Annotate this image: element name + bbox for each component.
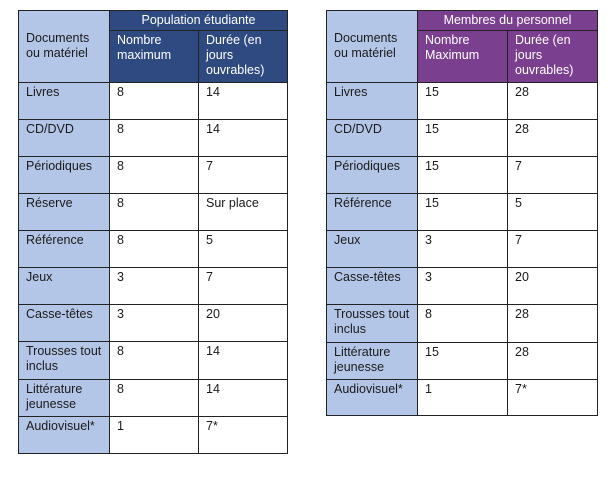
column-header-duration: Durée (en jours ouvrables) (508, 31, 598, 83)
row-max: 8 (418, 305, 508, 343)
row-max: 8 (110, 380, 199, 417)
row-max: 8 (110, 120, 199, 157)
column-header-item: Documents ou matériel (327, 11, 418, 83)
table-row (327, 380, 598, 416)
row-item: Littérature jeunesse (327, 343, 418, 380)
row-max: 8 (110, 342, 199, 380)
row-duration: 7 (199, 157, 288, 194)
row-duration: 20 (508, 268, 598, 305)
row-duration: 28 (508, 343, 598, 380)
row-max: 8 (110, 231, 199, 268)
column-header-max: Nombre Maximum (418, 31, 508, 83)
row-duration: 7* (508, 380, 598, 416)
row-item: Jeux (19, 268, 110, 305)
table-row (327, 120, 598, 157)
row-item: Littérature jeunesse (19, 380, 110, 417)
row-duration: 14 (199, 380, 288, 417)
row-max: 3 (418, 268, 508, 305)
row-item: CD/DVD (327, 120, 418, 157)
group-header-student: Population étudiante (110, 11, 288, 31)
row-item: Audiovisuel* (19, 417, 110, 454)
row-duration: 14 (199, 342, 288, 380)
student-loan-table (18, 10, 288, 454)
table-row (19, 194, 288, 231)
row-duration: 5 (199, 231, 288, 268)
row-max: 3 (110, 268, 199, 305)
row-max: 8 (110, 157, 199, 194)
table-row (19, 342, 288, 380)
row-max: 15 (418, 194, 508, 231)
row-max: 3 (110, 305, 199, 342)
table-row (19, 268, 288, 305)
row-duration: 28 (508, 83, 598, 120)
row-max: 15 (418, 83, 508, 120)
row-item: Casse-têtes (327, 268, 418, 305)
table-row (327, 268, 598, 305)
row-duration: Sur place (199, 194, 288, 231)
table-row (19, 83, 288, 120)
row-max: 1 (110, 417, 199, 454)
table-row (19, 417, 288, 454)
row-item: Audiovisuel* (327, 380, 418, 416)
row-duration: 28 (508, 305, 598, 343)
table-row (327, 194, 598, 231)
row-duration: 20 (199, 305, 288, 342)
staff-loan-table (326, 10, 598, 416)
table-row (19, 157, 288, 194)
row-item: Réserve (19, 194, 110, 231)
table-row (327, 157, 598, 194)
row-item: Périodiques (19, 157, 110, 194)
row-item: Référence (19, 231, 110, 268)
table-row (327, 231, 598, 268)
column-header-max: Nombre maximum (110, 31, 199, 83)
row-max: 15 (418, 343, 508, 380)
row-item: Trousses tout inclus (19, 342, 110, 380)
table-row (19, 380, 288, 417)
table-row (19, 305, 288, 342)
column-header-item: Documents ou matériel (19, 11, 110, 83)
row-max: 3 (418, 231, 508, 268)
row-item: Périodiques (327, 157, 418, 194)
row-duration: 7 (508, 157, 598, 194)
row-duration: 14 (199, 83, 288, 120)
group-header-staff: Membres du personnel (418, 11, 598, 31)
table-row (19, 231, 288, 268)
row-max: 8 (110, 83, 199, 120)
row-item: CD/DVD (19, 120, 110, 157)
row-item: Référence (327, 194, 418, 231)
row-item: Casse-têtes (19, 305, 110, 342)
row-duration: 7 (199, 268, 288, 305)
row-duration: 28 (508, 120, 598, 157)
row-duration: 7* (199, 417, 288, 454)
column-header-duration: Durée (en jours ouvrables) (199, 31, 288, 83)
row-duration: 5 (508, 194, 598, 231)
row-item: Livres (19, 83, 110, 120)
row-max: 8 (110, 194, 199, 231)
table-row (327, 343, 598, 380)
row-max: 15 (418, 157, 508, 194)
row-max: 1 (418, 380, 508, 416)
row-item: Jeux (327, 231, 418, 268)
table-row (327, 83, 598, 120)
table-row (327, 305, 598, 343)
row-duration: 14 (199, 120, 288, 157)
row-item: Livres (327, 83, 418, 120)
row-duration: 7 (508, 231, 598, 268)
row-item: Trousses tout inclus (327, 305, 418, 343)
table-row (19, 120, 288, 157)
row-max: 15 (418, 120, 508, 157)
